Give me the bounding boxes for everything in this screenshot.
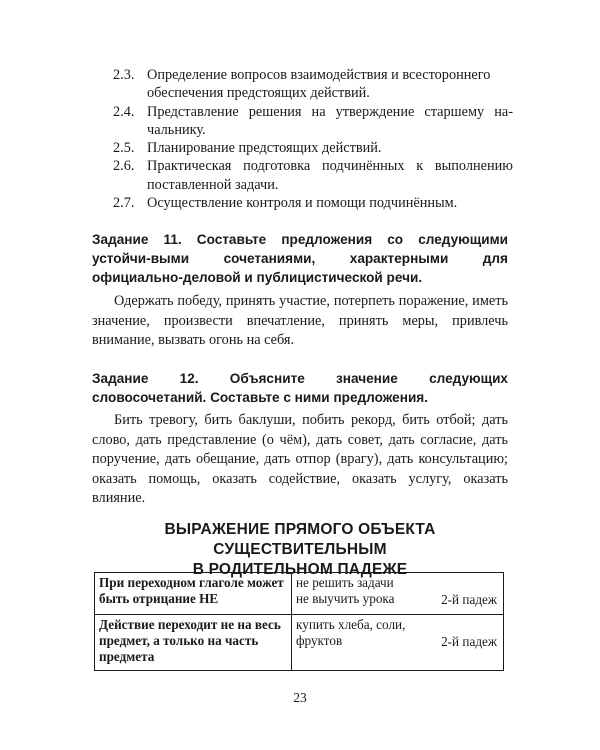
task-11-body: Одержать победу, принять участие, потерпеть поражение, иметь значение, произвести впечатление, принять меры, привлечь внимание, вызвать огонь на себя. <box>92 293 508 348</box>
example-line: не решить задачи <box>296 575 394 590</box>
list-item-number: 2.6. <box>113 158 135 175</box>
list-item <box>113 157 513 194</box>
condition-cell: При переходном глаголе может быть отрицание НЕ <box>95 573 292 615</box>
list-item-number: 2.4. <box>113 103 135 120</box>
list-item <box>113 66 513 103</box>
case-label: 2-й падеж <box>441 592 497 607</box>
section-title-line: В РОДИТЕЛЬНОМ ПАДЕЖЕ <box>192 561 408 578</box>
example-cell <box>292 615 504 671</box>
rules-table <box>94 572 504 671</box>
section-title <box>80 520 520 580</box>
section-title-line: ВЫРАЖЕНИЕ ПРЯМОГО ОБЪЕКТА СУЩЕСТВИТЕЛЬНЫМ <box>164 521 436 558</box>
task-12-heading: Задание 12. Объясните значение следующих словосочетаний. Составьте с ними предложения. <box>92 371 508 405</box>
list-item <box>113 194 513 212</box>
list-item-line: Осуществление контроля и помощи подчинённым. <box>147 195 458 212</box>
condition-cell: Действие переходит не на весь предмет, а только на часть предмета <box>95 615 292 671</box>
task-11-heading: Задание 11. Составьте предложения со следующими устойчи-выми сочетаниями, характерными для официально-деловой и публицистической речи. <box>92 232 508 285</box>
table-row <box>95 615 504 671</box>
list-item-line: Практическая подготовка подчинённых к выполнению <box>147 158 513 175</box>
list-item-number: 2.5. <box>113 140 135 157</box>
example-line: купить хлеба, соли, <box>296 617 406 632</box>
list-item-line: Планирование предстоящих действий. <box>147 140 382 157</box>
list-item-number: 2.7. <box>113 195 135 212</box>
example-line: фруктов <box>296 633 343 648</box>
list-item-number: 2.3. <box>113 67 135 83</box>
list-item-line: Представление решения на утверждение старшему на- <box>147 103 513 120</box>
page-number: 23 <box>293 690 307 705</box>
task-12-body: Бить тревогу, бить баклуши, побить рекорд, бить отбой; дать слово, дать представление (о чём), дать совет, дать согласие, дать поручение, дать обещание, дать отпор (врагу), дать консультацию; оказать помощь, оказать содействие, оказать услугу, оказать влияние. <box>92 412 508 506</box>
example-cell <box>292 573 504 615</box>
list-item <box>113 139 513 157</box>
list-item <box>113 103 513 140</box>
case-label: 2-й падеж <box>441 634 497 649</box>
list-item-line: Определение вопросов взаимодействия и всестороннего <box>147 67 491 83</box>
example-line: не выучить урока <box>296 591 395 606</box>
numbered-list <box>113 66 513 212</box>
list-item-line: обеспечения предстоящих действий. <box>147 85 370 102</box>
table-row <box>95 573 504 615</box>
list-item-line: чальнику. <box>147 121 206 138</box>
list-item-line: поставленной задачи. <box>147 176 279 193</box>
